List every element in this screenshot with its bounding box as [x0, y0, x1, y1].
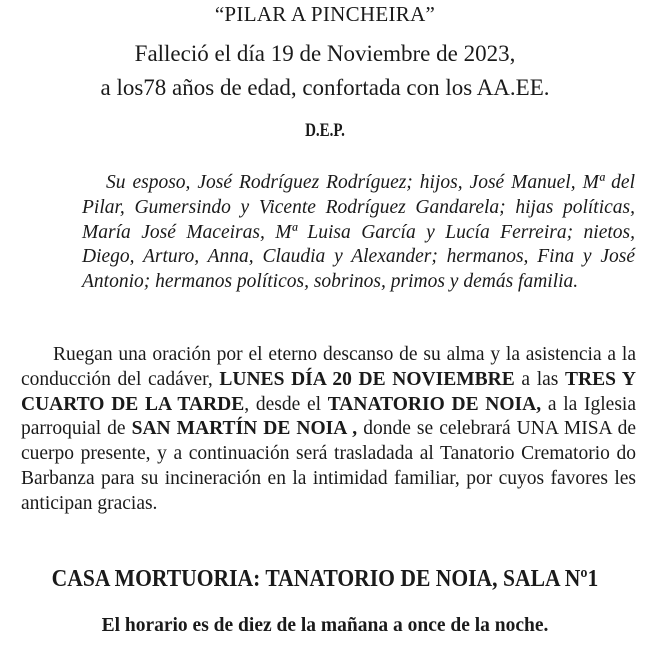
- death-date-line: Falleció el día 19 de Noviembre de 2023,: [134, 41, 516, 66]
- funeral-date: LUNES DÍA 20 DE NOVIEMBRE: [219, 368, 515, 390]
- deceased-nickname: “PILAR A PINCHEIRA”: [214, 2, 436, 26]
- request-text-1: Ruegan una oración por el eterno descanso de su alma y la asistencia a la conducción del cadáver,: [21, 344, 636, 390]
- request-text-5: donde se celebrará UNA MISA de cuerpo presente, y a continuación será trasladada al Tanatorio Crematorio do Barbanza para su incineración en la intimidad familiar, por cuyos favores les anticipan gracias.: [21, 418, 636, 514]
- request-text-2: a las: [514, 368, 566, 390]
- funeral-home-heading: CASA MORTUORIA: TANATORIO DE NOIA, SALA Nº1: [51, 566, 599, 592]
- funeral-time: TRES Y CUARTO DE LA TARDE: [21, 368, 636, 415]
- family-paragraph: Su esposo, José Rodríguez Rodríguez; hijos, José Manuel, Mª del Pilar, Gumersindo y Vicente Rodríguez Gandarela; hijas políticas, María José Maceiras, Mª Luisa García y Lucía Ferreira; nietos, Diego, Arturo, Anna, Claudia y Alexander; hermanos, Fina y José Antonio; hermanos políticos, sobrinos, primos y demás familia.: [82, 172, 635, 293]
- visiting-hours: El horario es de diez de la mañana a once de la noche.: [101, 615, 549, 636]
- funeral-church: SAN MARTÍN DE NOIA ,: [131, 418, 358, 440]
- age-line: a los78 años de edad, confortada con los AA.EE.: [100, 75, 550, 100]
- dep-heading: D.E.P.: [305, 120, 345, 141]
- funeral-origin: TANATORIO DE NOIA,: [327, 393, 542, 415]
- request-text-3: , desde el: [244, 393, 328, 415]
- request-text-4: a la Iglesia parroquial de: [21, 393, 636, 440]
- request-paragraph: [21, 343, 636, 517]
